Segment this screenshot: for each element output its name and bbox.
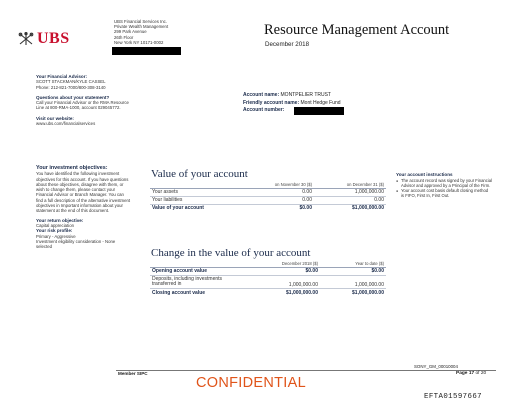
page-of: of <box>475 371 480 376</box>
risk-heading: Your risk profile: <box>36 228 73 234</box>
advisor-block <box>36 74 134 126</box>
keys-icon <box>18 32 34 46</box>
account-name-label: Account name: <box>243 92 280 98</box>
address-line: Private Wealth Management <box>114 24 169 30</box>
statement-period: December 2018 <box>265 41 310 48</box>
change-table <box>150 260 386 297</box>
return-value: Capital appreciation <box>36 222 74 228</box>
confidential-stamp: CONFIDENTIAL <box>196 375 306 391</box>
account-number-redaction <box>294 107 344 115</box>
list-item: ● Your account cost basis default closing method is FIFO, First In, First Out. <box>396 188 492 198</box>
page-label: Page <box>456 371 468 376</box>
address-line: 299 Park Avenue <box>114 29 147 35</box>
address-line: UBS Financial Services Inc. <box>114 19 168 24</box>
cell-value: $1,000,000.00 <box>314 204 386 212</box>
redaction-bar <box>112 47 181 55</box>
website-heading: Visit our website: <box>36 115 74 121</box>
risk-value: Primary - Aggressive <box>36 233 76 239</box>
row-label: Your liabilities <box>150 196 244 204</box>
advisor-heading: Your Financial Advisor: <box>36 74 88 79</box>
instructions-list <box>396 178 492 198</box>
address-line: New York NY 10171-0002 <box>114 39 164 45</box>
column-header: on November 30 ($) <box>244 181 314 188</box>
deposits-row <box>150 275 386 289</box>
row-label: Value of your account <box>150 204 244 212</box>
cell-value: $1,000,000.00 <box>260 289 320 297</box>
risk-note: Investment eligibility consideration - None selected <box>36 238 116 250</box>
column-header: on December 31 ($) <box>314 181 386 188</box>
statement-title: Resource Management Account <box>264 22 450 38</box>
advisor-name: SCOTT STACKMAN/KYLE CASSEL <box>36 79 106 85</box>
opening-row <box>150 267 386 275</box>
account-instructions <box>396 172 492 198</box>
row-label: Your assets <box>150 188 244 196</box>
column-header: December 2018 ($) <box>260 260 320 267</box>
table-header-row <box>150 181 386 188</box>
footer-divider <box>116 370 496 371</box>
table-row <box>150 188 386 196</box>
objectives-block <box>36 166 132 249</box>
row-label: Opening account value <box>150 267 260 275</box>
questions-text: Call your Financial Advisor or the RMA Resource Line at 800-RMA-1000, account 029045772. <box>36 100 129 111</box>
cell-value: 0.00 <box>314 196 386 204</box>
cell-value: $0.00 <box>260 267 320 275</box>
logo-text: UBS <box>37 30 70 47</box>
friendly-name-label: Friendly account name: <box>243 99 300 106</box>
cell-value: 0.00 <box>244 196 314 204</box>
address-line: 26th Floor <box>114 34 134 40</box>
efta-number: EFTA01597667 <box>424 393 483 401</box>
value-table <box>150 181 386 212</box>
bates-number: SONY_GM_00010004 <box>414 364 458 369</box>
row-label-line: Deposits, including investments <box>152 275 223 282</box>
cell-value: $1,000,000.00 <box>320 289 386 297</box>
page-total: 20 <box>480 371 487 376</box>
total-row <box>150 204 386 212</box>
member-sipc: Member SIPC <box>118 371 148 376</box>
table-row <box>150 196 386 204</box>
page-current: 17 <box>468 371 475 376</box>
row-label-line: transferred in <box>152 280 182 287</box>
advisor-phone: Phone: 212-821-7000/800-308-3140 <box>36 84 106 90</box>
list-item: ● The account record was signed by your Financial Advisor and approved by a Principal of the Firm. <box>396 178 492 188</box>
change-section-title: Change in the value of your account <box>151 247 311 259</box>
cell-value: 1,000,000.00 <box>314 188 386 196</box>
cell-value: $0.00 <box>320 267 386 275</box>
website-link[interactable]: www.ubs.com/financialservices <box>36 121 96 127</box>
value-section-title: Value of your account <box>151 168 248 180</box>
closing-row <box>150 289 386 297</box>
cell-value: 0.00 <box>244 188 314 196</box>
cell-value: $0.00 <box>244 204 314 212</box>
row-label <box>150 275 260 289</box>
friendly-name-value: Mont Hedge Fund <box>300 99 341 106</box>
return-heading: Your return objective: <box>36 217 84 223</box>
table-header-row <box>150 260 386 267</box>
instructions-heading: Your account instructions <box>396 172 453 177</box>
cell-value: 1,000,000.00 <box>260 275 320 289</box>
cell-value: 1,000,000.00 <box>320 275 386 289</box>
objectives-text: You have identified the following investment objectives for this account. If you have questions about these objectives, disagree with them, or wish to change them, please contact your Financial Advisor or Branch Manager. You can find a full description of the alternative investment objectives in Important information about your statement at the end of this document. <box>36 171 131 214</box>
column-header: Year to date ($) <box>320 260 386 267</box>
page-number <box>456 371 486 376</box>
objectives-heading: Your investment objectives: <box>36 165 108 171</box>
ubs-logo <box>18 30 70 48</box>
row-label: Closing account value <box>150 289 260 297</box>
account-name-value: MONTPELIER TRUST <box>280 92 331 98</box>
office-address <box>114 19 168 45</box>
questions-heading: Questions about your statement? <box>36 94 110 100</box>
account-number-label: Account number: <box>243 107 285 114</box>
